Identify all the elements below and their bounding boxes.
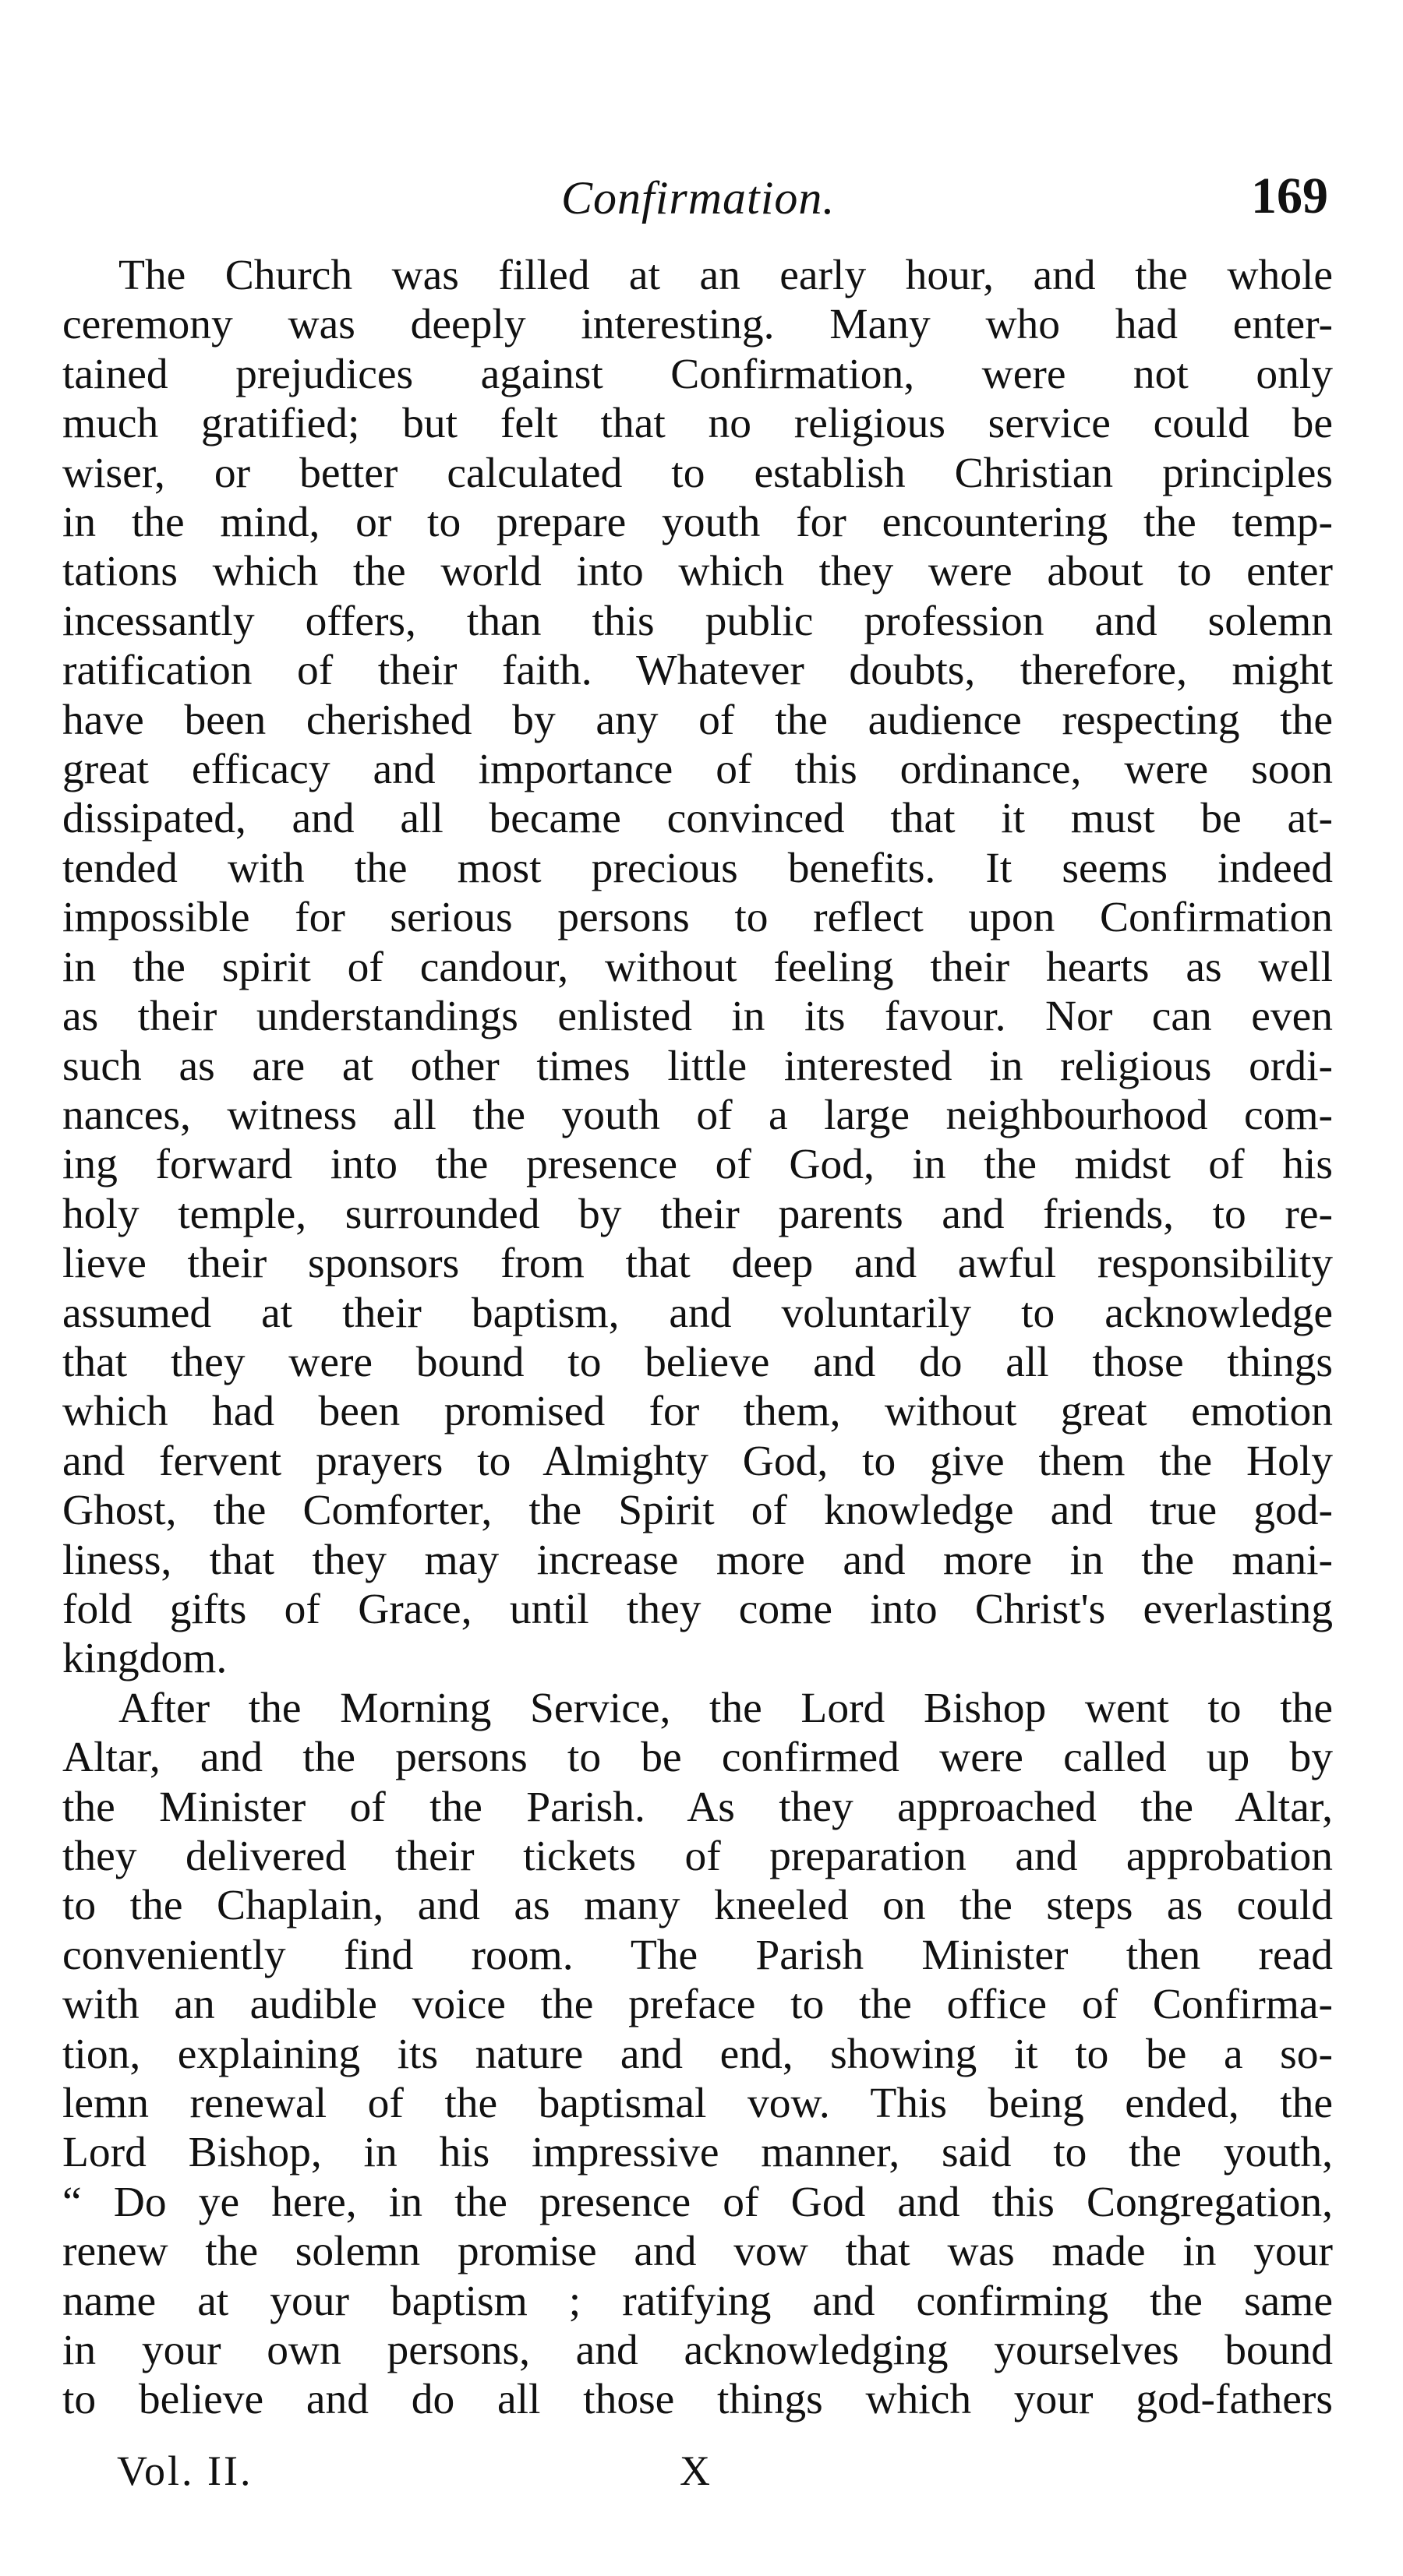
text-line: to the Chaplain, and as many kneeled on the steps as could [62,1882,1333,1930]
text-line: name at your baptism ; ratifying and confirming the same [62,2277,1333,2325]
text-line: in the spirit of candour, without feeling their hearts as well [62,943,1333,991]
text-line: nances, witness all the youth of a large neighbourhood com- [62,1091,1333,1139]
text-line: tion, explaining its nature and end, showing it to be a so- [62,2030,1333,2078]
text-line: liness, that they may increase more and more in the mani- [62,1536,1333,1584]
body-text [62,251,1333,2425]
text-line: Altar, and the persons to be confirmed were called up by [62,1734,1333,1782]
text-line: ratification of their faith. Whatever doubts, therefore, might [62,647,1333,695]
text-line: to believe and do all those things which your god-fathers [62,2376,1333,2424]
text-line: holy temple, surrounded by their parents and friends, to re- [62,1190,1333,1238]
text-line: lemn renewal of the baptismal vow. This being ended, the [62,2080,1333,2128]
volume-number: Vol. II. [117,2447,253,2494]
text-line: much gratified; but felt that no religious service could be [62,400,1333,448]
text-line: “ Do ye here, in the presence of God and this Congregation, [62,2178,1333,2226]
text-line: Ghost, the Comforter, the Spirit of knowledge and true god- [62,1487,1333,1535]
text-line: tended with the most precious benefits. It seems indeed [62,844,1333,892]
text-line: great efficacy and importance of this ordinance, were soon [62,746,1333,794]
text-line: have been cherished by any of the audience respecting the [62,696,1333,744]
text-line: kingdom. [62,1635,228,1683]
paragraph-2 [62,1684,1333,2425]
text-line: conveniently find room. The Parish Minister then read [62,1931,1333,1979]
text-line: After the Morning Service, the Lord Bishop went to the [118,1684,1333,1732]
page-number: 169 [1251,168,1328,224]
text-line: incessantly offers, than this public profession and solemn [62,597,1333,645]
text-line: that they were bound to believe and do all those things [62,1338,1333,1386]
text-line: as their understandings enlisted in its favour. Nor can even [62,993,1333,1041]
text-line: assumed at their baptism, and voluntarily to acknowledge [62,1289,1333,1337]
signature-mark: X [680,2447,710,2494]
text-line: in the mind, or to prepare youth for encountering the temp- [62,499,1333,547]
running-title: Confirmation. [561,172,836,224]
text-line: fold gifts of Grace, until they come into Christ's everlasting [62,1585,1333,1633]
text-line: tations which the world into which they were about to enter [62,548,1333,596]
text-line: which had been promised for them, without great emotion [62,1388,1333,1436]
text-line: ing forward into the presence of God, in the midst of his [62,1141,1333,1189]
text-line: tained prejudices against Confirmation, were not only [62,350,1333,398]
text-line: the Minister of the Parish. As they approached the Altar, [62,1783,1333,1831]
text-line: renew the solemn promise and vow that was made in your [62,2228,1333,2276]
text-line: Lord Bishop, in his impressive manner, said to the youth, [62,2129,1333,2177]
text-line: ceremony was deeply interesting. Many who had enter- [62,301,1333,349]
text-line: dissipated, and all became convinced that it must be at- [62,795,1333,843]
text-line: they delivered their tickets of preparation and approbation [62,1833,1333,1880]
paragraph-1 [62,251,1333,1684]
text-line: and fervent prayers to Almighty God, to give them the Holy [62,1437,1333,1485]
text-line: in your own persons, and acknowledging yourselves bound [62,2327,1333,2375]
page-footer [0,2447,1403,2509]
text-line: lieve their sponsors from that deep and awful responsibility [62,1240,1333,1288]
text-line: impossible for serious persons to reflect upon Confirmation [62,894,1333,942]
text-line: The Church was filled at an early hour, and the whole [118,252,1333,299]
running-head [0,117,1403,224]
text-line: such as are at other times little interested in religious ordi- [62,1042,1333,1090]
text-line: with an audible voice the preface to the office of Confirma- [62,1981,1333,2029]
text-line: wiser, or better calculated to establish Christian principles [62,449,1333,497]
